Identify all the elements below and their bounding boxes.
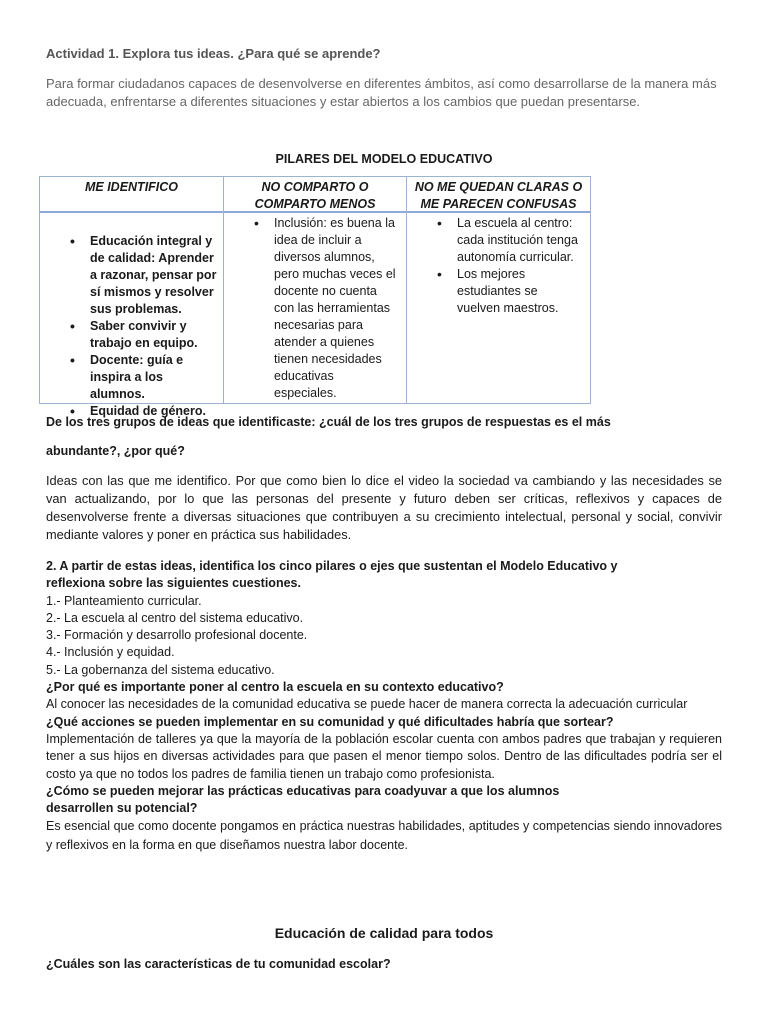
table-column-confusas [407,177,590,403]
column-header: ME IDENTIFICO [84,180,179,194]
pillar-item: 5.- La gobernanza del sistema educativo. [46,662,275,677]
activity-title: Actividad 1. Explora tus ideas. ¿Para qué se aprende? [46,46,381,61]
pilares-table-title: PILARES DEL MODELO EDUCATIVO [275,152,493,166]
list-item: • Equidad de género. [62,403,219,420]
section-2-heading-line-2: reflexiona sobre las siguientes cuestiones. [46,576,301,591]
list-item: • Inclusión: es buena la idea de incluir a diversos alumnos, pero muchas veces el docente no cuenta con las herramientas necesarias para atender a quienes tienen necesidades educativas especiales. [246,215,398,402]
table-column-identifico [40,177,224,418]
answer-2a: Al conocer las necesidades de la comunidad educativa se puede hacer de manera correcta la adecuación curricular [46,697,688,712]
answer-1: Ideas con las que me identifico. Por que como bien lo dice el video la sociedad va cambiando y las necesidades se van actualizando, por lo que las personas del presente y futuro deben ser críticas, reflexivos y capaces de desenvolverse frente a diversas situaciones que contribuyen a su crecimiento intelectual, personal y social, convivir mediante valores y poner en práctica sus habilidades. [46,473,722,542]
pillar-item: 3.- Formación y desarrollo profesional docente. [46,628,308,643]
question-2c-line-2: desarrollen su potencial? [46,801,198,816]
question-comunidad: ¿Cuáles son las características de tu comunidad escolar? [46,957,391,971]
section-title-educacion: Educación de calidad para todos [274,925,494,941]
question-2a: ¿Por qué es importante poner al centro la escuela en su contexto educativo? [46,680,504,695]
list-item: • Saber convivir y trabajo en equipo. [62,318,219,352]
list-item: • La escuela al centro: cada institución tenga autonomía curricular. [429,215,584,266]
section-2-heading-line-1: 2. A partir de estas ideas, identifica los cinco pilares o ejes que sustentan el Modelo Educativo y [46,559,618,573]
list-item: • Los mejores estudiantes se vuelven maestros. [429,266,584,317]
list-item: • Educación integral y de calidad: Aprender a razonar, pensar por sí mismos y resolver sus problemas. [62,233,219,318]
answer-2b: Implementación de talleres ya que la mayoría de la población escolar cuenta con ambos padres que trabajan y requieren tener a sus hijos en diversas actividades para que pasen el menor tiempo solos. Dentro de las dificultades podría ser el costo ya que no todos los padres de familia tienen un trabajo como profesionista. [46,731,722,781]
question-1-line-1: De los tres grupos de ideas que identificaste: ¿cuál de los tres grupos de respuestas es el más [46,415,611,429]
column-list [429,215,584,317]
section-2 [46,558,726,855]
pillar-item: 2.- La escuela al centro del sistema educativo. [46,610,304,625]
pilares-table [39,176,591,418]
answer-2c: Es esencial que como docente pongamos en práctica nuestras habilidades, aptitudes y competencias siendo innovadores y reflexivos en la forma en que diseñamos nuestra labor docente. [46,819,722,853]
pillar-item: 1.- Planteamiento curricular. [46,593,202,608]
column-list [246,215,398,402]
column-list [62,233,219,420]
question-2c-line-1: ¿Cómo se pueden mejorar las prácticas educativas para coadyuvar a que los alumnos [46,783,560,798]
list-item: • Docente: guía e inspira a los alumnos. [62,352,219,403]
question-2b: ¿Qué acciones se pueden implementar en su comunidad y qué dificultades habría que sortear? [46,714,614,729]
column-header: NO COMPARTO O COMPARTO MENOS [254,180,376,211]
pillar-item: 4.- Inclusión y equidad. [46,645,175,660]
table-column-no-comparto [224,177,407,403]
activity-description: Para formar ciudadanos capaces de desenvolverse en diferentes ámbitos, así como desarrollarse de la manera más adecuada, enfrentarse a diferentes situaciones y estar abiertos a los cambios que puedan presentarse. [46,76,717,109]
question-1-line-2: abundante?, ¿por qué? [46,444,185,458]
column-header: NO ME QUEDAN CLARAS O ME PARECEN CONFUSAS [414,180,583,211]
